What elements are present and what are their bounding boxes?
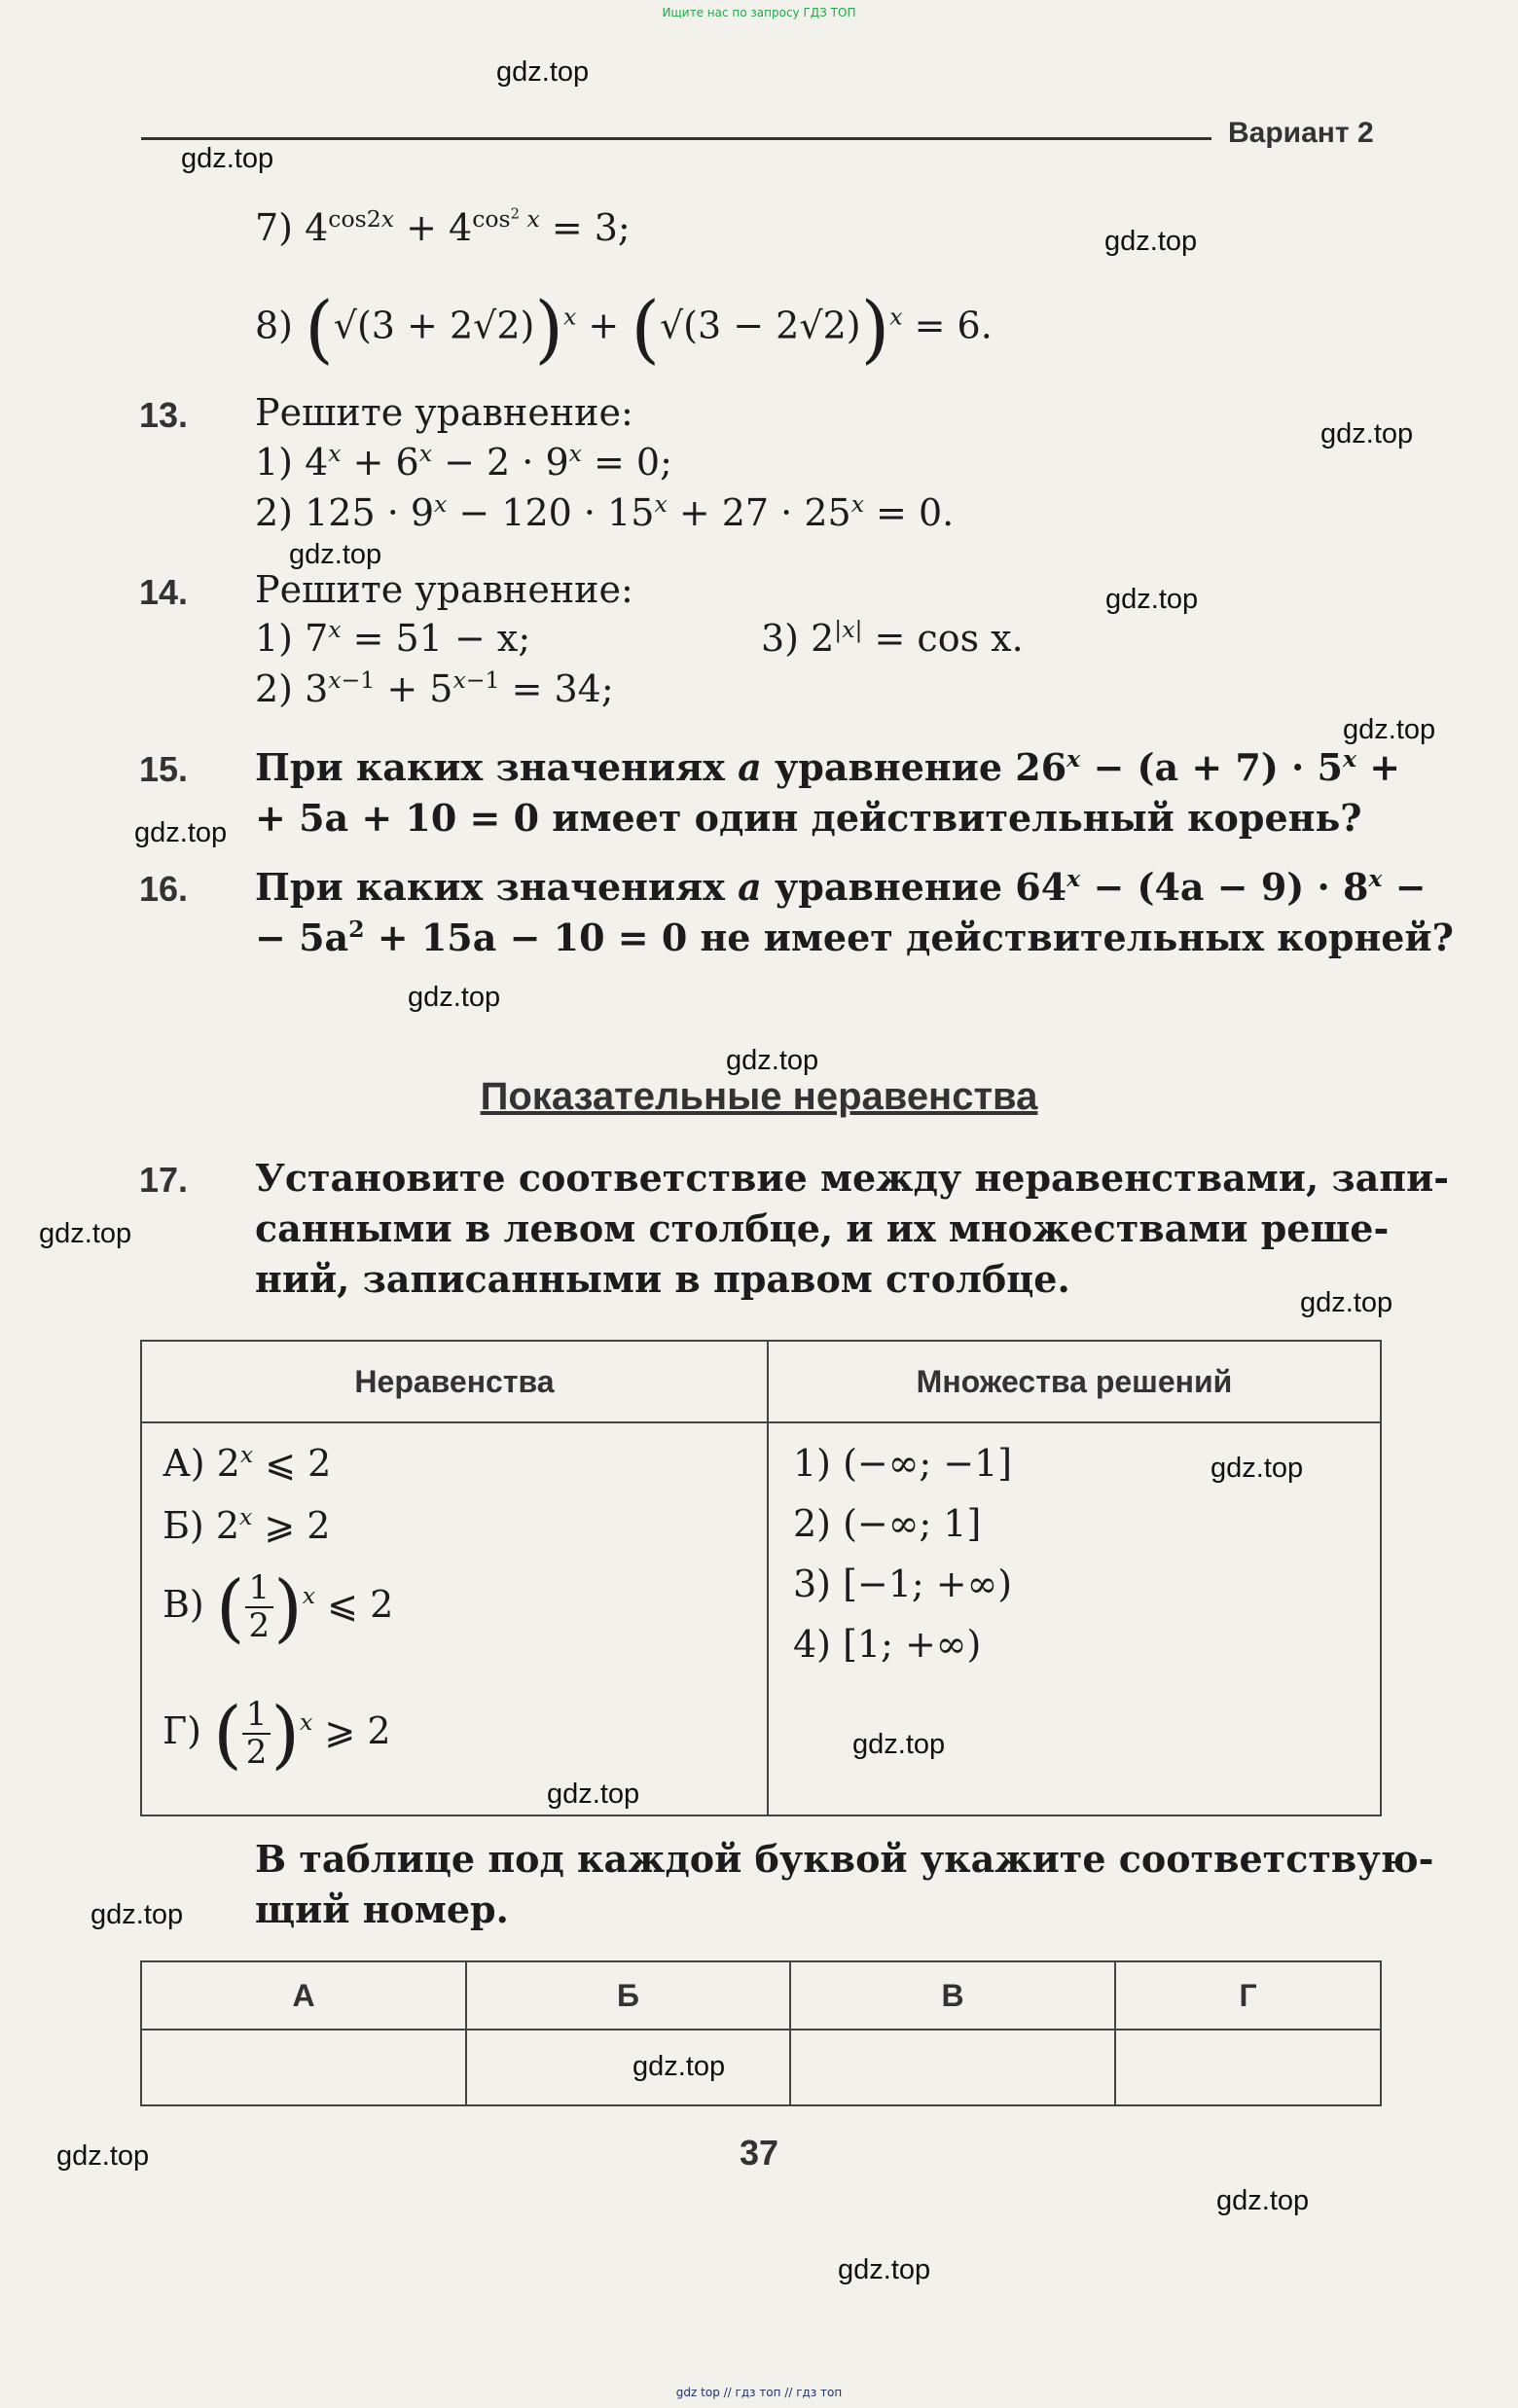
p15-line2: + 5a + 10 = 0 имеет один действительный корень? <box>255 796 1362 840</box>
p13-item2: 2) $125 \cdot 9^x - 120 \cdot 15^x + 27 \cdot 25^x = 0$. <box>255 489 955 534</box>
variant-label: Вариант 2 <box>1228 117 1374 149</box>
answer-cell-g[interactable] <box>1115 2030 1381 2105</box>
p12-item7: 7) $4^{cos2x} + 4^{cos^2 x} = 3$; <box>255 204 631 249</box>
table-header-inequalities: Неравенства <box>141 1341 768 1422</box>
p15-line1: При каких значениях a уравнение $26^x - (a + 7) \cdot 5^x$ + <box>255 744 1401 789</box>
problem-16-number: 16. <box>139 869 189 909</box>
watermark: gdz.top <box>1104 226 1198 257</box>
watermark: gdz.top <box>496 56 590 88</box>
item-number: 7) <box>255 206 294 249</box>
watermark: gdz.top <box>134 817 228 848</box>
problem-13-title: Решите уравнение: <box>255 391 633 434</box>
p17-line3: ний, записанными в правом столбце. <box>255 1257 1070 1301</box>
inequalities-cell <box>141 1422 768 1815</box>
watermark: gdz.top <box>632 2051 726 2082</box>
problem-14-title: Решите уравнение: <box>255 568 633 611</box>
answer-cell-a[interactable] <box>141 2030 466 2105</box>
item-number: 1) <box>255 441 294 484</box>
watermark: gdz.top <box>181 143 274 174</box>
watermark: gdz.top <box>1211 1453 1304 1484</box>
inequality-a: А) 2$^x$ ⩽ 2 <box>163 1440 332 1485</box>
problem-14-number: 14. <box>139 572 189 612</box>
watermark: gdz.top <box>289 539 382 570</box>
inequality-b: Б) 2$^x$ ⩾ 2 <box>163 1502 331 1547</box>
watermark: gdz.top <box>726 1045 819 1076</box>
section-title: Показательные неравенства <box>480 1075 1038 1118</box>
item-number: 8) <box>255 304 294 347</box>
answer-header-g: Г <box>1115 1961 1381 2030</box>
watermark: gdz.top <box>1320 418 1414 449</box>
watermark: gdz.top <box>39 1218 132 1249</box>
bottom-note: gdz top // гдз топ // гдз топ <box>675 2386 843 2399</box>
answer-table <box>140 1960 1382 2106</box>
watermark: gdz.top <box>838 2254 931 2285</box>
watermark: gdz.top <box>408 982 501 1013</box>
answer-header-v: В <box>790 1961 1115 2030</box>
inequality-v: В) ( $\frac{1}{2}$ )$^x$ ⩽ 2 <box>163 1563 394 1651</box>
problem-13-number: 13. <box>139 395 189 435</box>
p16-line2: − $5a^2 + 15a - 10 = 0$ не имеет действительных корней? <box>255 915 1454 959</box>
p12-item8: 8) $(√(3 + 2√2))^x + (√(3 - 2√2))^x = 6$. <box>255 285 993 372</box>
problem-15-number: 15. <box>139 749 189 789</box>
instruction-line1: В таблице под каждой буквой укажите соответствую- <box>255 1837 1434 1881</box>
top-search-note: Ищите нас по запросу ГДЗ ТОП <box>662 6 856 19</box>
watermark: gdz.top <box>1300 1287 1393 1318</box>
solution-sets-cell <box>768 1422 1381 1815</box>
watermark: gdz.top <box>852 1729 946 1760</box>
equals: = 3; <box>551 206 631 249</box>
answer-header-b: Б <box>466 1961 790 2030</box>
item-number: 2) <box>255 491 294 534</box>
p17-line2: санными в левом столбце, и их множествами реше- <box>255 1206 1390 1250</box>
solution-set-2: 2) (−∞; 1] <box>793 1502 982 1545</box>
watermark: gdz.top <box>56 2140 150 2172</box>
watermark: gdz.top <box>1343 714 1436 745</box>
solution-set-4: 4) [1; +∞) <box>793 1623 982 1666</box>
solution-set-1: 1) (−∞; −1] <box>793 1442 1013 1485</box>
p16-line1: При каких значениях a уравнение $64^x - (4a - 9) \cdot 8^x$ − <box>255 864 1427 909</box>
p14-item3: 3) $2^{|x|} = \cos x$. <box>761 615 1024 660</box>
solution-set-3: 3) [−1; +∞) <box>793 1563 1013 1605</box>
table-header-solution-sets: Множества решений <box>768 1341 1381 1422</box>
answer-cell-v[interactable] <box>790 2030 1115 2105</box>
problem-17-number: 17. <box>139 1160 189 1200</box>
p14-item2: 2) $3^{x-1} + 5^{x-1} = 34$; <box>255 665 614 710</box>
watermark: gdz.top <box>547 1779 640 1810</box>
p14-item1: 1) 7$^x$ = 51 − x; <box>255 615 531 660</box>
watermark: gdz.top <box>90 1899 184 1930</box>
p13-item1: 1) $4^x + 6^x - 2 \cdot 9^x = 0$; <box>255 439 672 484</box>
watermark: gdz.top <box>1216 2185 1310 2216</box>
answer-header-a: А <box>141 1961 466 2030</box>
header-rule <box>141 137 1211 140</box>
inequality-g: Г) ( $\frac{1}{2}$ )$^x$ ⩾ 2 <box>163 1690 391 1778</box>
watermark: gdz.top <box>1105 584 1199 615</box>
instruction-line2: щий номер. <box>255 1887 509 1931</box>
answer-cell-b[interactable] <box>466 2030 790 2105</box>
matching-table <box>140 1340 1382 1816</box>
p17-line1: Установите соответствие между неравенствами, запи- <box>255 1156 1450 1200</box>
equals: = 6. <box>914 304 993 347</box>
page-number: 37 <box>739 2133 779 2173</box>
